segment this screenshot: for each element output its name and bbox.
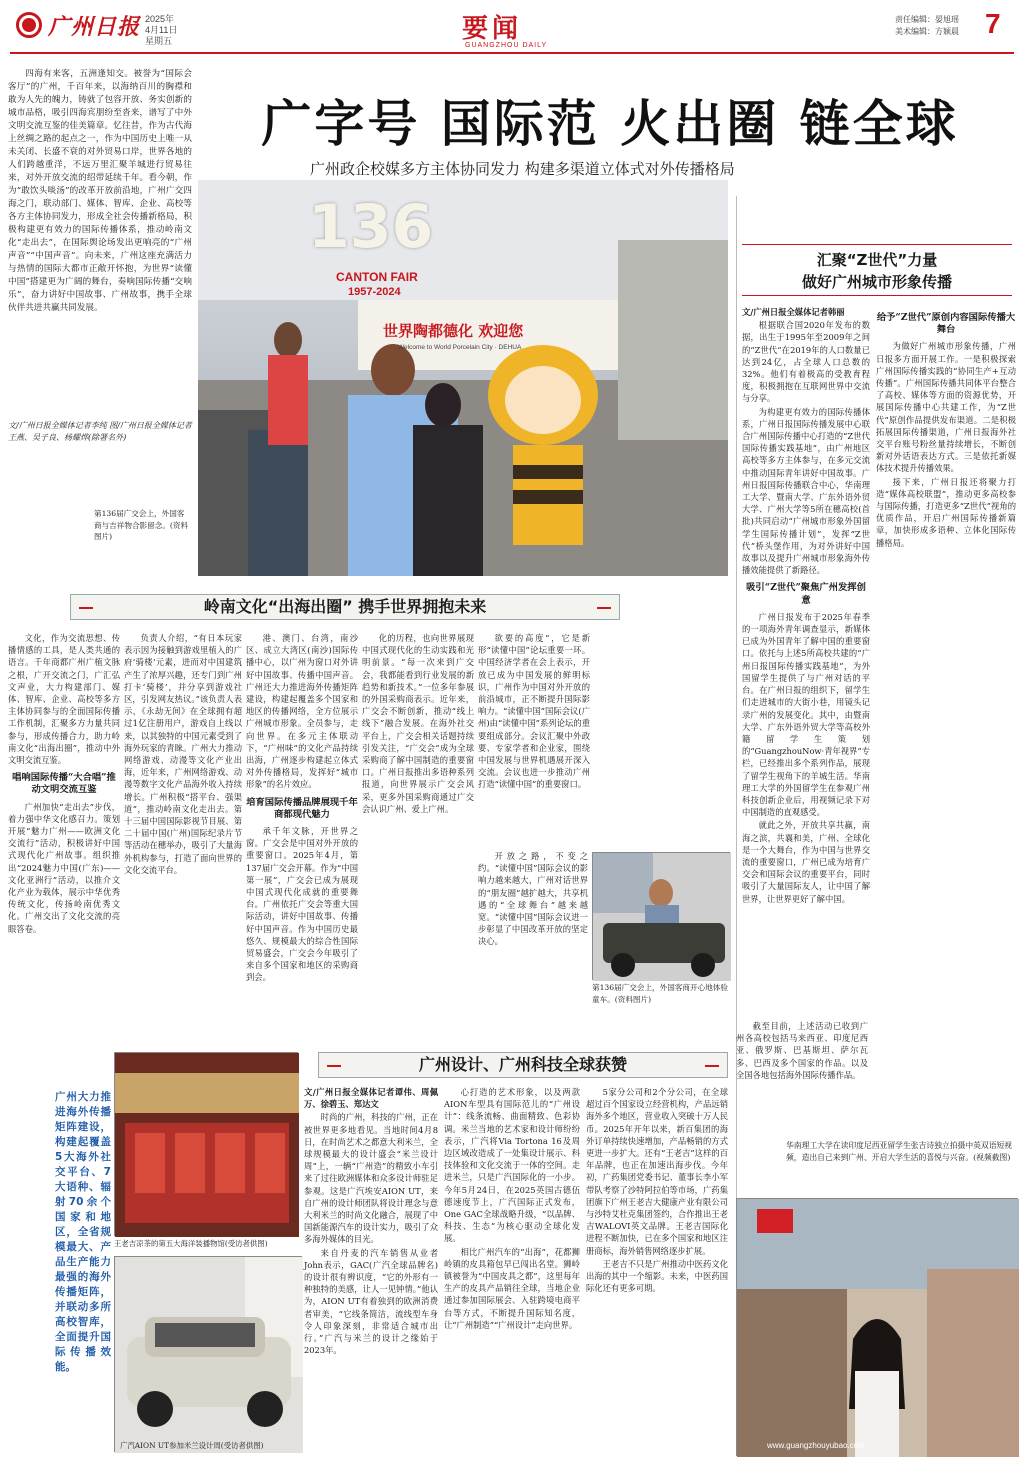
photo-banner-en: Welcome to World Porcelain City · DEHUA [398,344,522,351]
editors: 责任编辑：晏旭瑶 美术编辑：方颖晨 [895,15,959,36]
newspaper-logo [16,10,146,40]
fair-number: 136 [308,192,434,262]
design-column-2: 心打造的艺术形象，以及两款AION车型具有国际范儿的“广州设计”：线条流畅、曲面精致、色彩协调。米兰当地的艺术家和设计师纷纷表示，广汽将Via Tortona 16及周边区域改造成了一处集设计展示、科技体验和文化交流于一体的空间。走进米兰，只是广汽国际化的一小步。今年5月24日，在2025英国古德伍德速度节上，广汽国际正式发布，One GAC全球战略升级，“以品牌、科技、生态”为核心驱动全球化发展。 相比广州汽车的“出海”，花都狮岭镇的皮具箱包早已闯出名堂。狮岭镇被誉为“中国皮具之都”，这里每年生产的皮具产品销往全球，当地企业通过参加国际展会、入驻跨境电商平台等方式，不断提升国际知名度，让“广州制造”“广州设计”走向世界。 [444,1087,580,1330]
aion-car-caption: 广汽AION UT参加米兰设计周(受访者供图) [120,1441,264,1450]
issue-date: 2025年 4月11日 星期五 [145,14,178,46]
wanglaoji-caption: 王老吉凉茶的第五大海洋装播物馆(受访者供图) [114,1239,268,1248]
z-gen-column-2: 给予“Z世代”原创内容国际传播大舞台 为做好广州城市形象传播，广州日报多方面开展工作。一是积极探索广州国际传播实践的“协同生产+互动传播”。广州国际传播共同体平台整合了高校、媒体等方面的资源优势，开展国际传播中心共建工作，为“Z世代”原创作品提供发布渠道。二是积极拓展国际传播渠道，广州日报海外社交平台账号粉丝量持续增长，不断创新对外话语表达方式。三是依托新媒体技术提升传播效果。 接下来，广州日报还将聚力打造“媒体高校联盟”，推动更多高校参与国际传播，打造更多“Z世代”视角的优质作品，开启广州国际传播新篇章，加快形成多语种、立体化国际传播格局。 [876,312,1016,548]
z-gen-column-1: 文/广州日报全媒体记者韩丽 根据联合国2020年发布的数据，出生于1995年至2009年之间的“Z世代”在2019年的人口数量已达到24亿，占全球人口总数的32%。他们有着极高的受教育程度，积极拥抱在互联网世界中交流与分享。 为构建更有效力的国际传播体系，广州日报国际传播发展中心联合广州国际传播中心打造的“Z世代国际传播实践基地”，由广州地区高校等多方主体参与，在多元交流中推动国际青年讲好中国故事。广州日报国际传播联合中心，华南理工大学、暨南大学、广东外语外贸大学、广州大学等5所在穗高校(首批)共同启动“广州城市形象外国留学生国际传播计划”，发挥“Z世代”桥头堡作用，为对外讲好中国故事以及提升广州城市形象海外传播效能提供了新路径。 吸引“Z世代”聚焦广州发挥创意 广州日报发布于2025年春季的一项海外青年调查显示，新媒体已成为外国青年了解中国的重要窗口。依托与上述5所高校共建的“广州日报国际传播实践基地”，为外国留学生提供了与广州对话的平台。在广州日报的组织下，留学生们走进城市的大街小巷，用镜头记录广州的发展变化。其中，由暨南大学、广东外语外贸大学等高校外籍留学生策划的“GuangzhouNow·青年视界”专栏，已经推出多个系列作品，展现了留学生视角下的羊城生活。华南理工大学的外国留学生在参观广州科技创新企业后，用视频记录下对中国制造的直观感受。 就此之外，开放共享共赢，南海之滨，共襄和美，广州、全球化是一个大舞台，作为中国与世界交流的重要窗口，广州已成为培育广交会和国际会议的重要平台，同时吸引了大量国际友人，让中国了解世界，让世界更好了解中国。 [742,307,870,904]
wanglaoji-scene [115,1053,299,1237]
masthead [0,0,1024,60]
student-scene [737,1199,1019,1457]
student-caption: 华南理工大学在读印度尼西亚留学生张吉诗独立拍摄中英双语短视频，造出自己来到广州、开启大学生活的喜悦与兴奋。(视频截图) [786,1141,1013,1162]
toy-car-photo [592,852,730,980]
lingnan-heading: 岭南文化“出海出圈” 携手世界拥抱未来 [70,594,620,620]
z-gen-divider [736,196,737,1324]
masthead-rule [10,52,1014,54]
lingnan-column-4: 化的历程，也向世界展现中国式现代化的生动实践和光明前景。“每一次来到广交会，我都能看到行业发展的新趋势和新技术。”一位多年参展的外国采购商表示。近年来，广交会不断创新，推动“线上线下”融合发展。在海外社交平台上，广交会相关话题持续引发关注，“广交会”成为全球采购商了解中国制造的重要窗口。广州日报推出多语种系列报道，向世界展示广交会风采，更多外国采购商通过广交会认识广州、爱上广州。 [362,633,474,814]
lingnan-column-6: 开放之路，不变之约。“读懂中国”国际会议的影响力越来越大，广州对话世界的“朋友圈”越扩越大，共享机遇的“全球舞台”越来越宽。“读懂中国”国际会议进一步彰显了中国改革开放的坚定决心。 [478,851,588,947]
canton-fair-photo [198,180,728,576]
student-video-photo [736,1198,1018,1456]
design-column-1: 文/广州日报全媒体记者谭伟、周佩万、徐碧玉、郑达文 时尚的广州，科技的广州，正在被世界更多地看见。当地时间4月8日，在时尚艺术之都意大利米兰，全球规模最大的设计盛会“米兰设计周”上，一辆“广州造”的精致小车引来了过往欧洲媒体和众多设计师驻足参观。这是广汽埃安AION UT，来自广州的设计师团队将设计理念与意大利米兰的时尚文化融合，展现了中国新能源汽车的设计实力，吸引了众多海外媒体的目光。 来自丹麦的汽车销售从业者John表示，GAC(广汽全球品牌名)的设计很有辨识度，“它的外形有一种独特的美感，让人一见钟情。”他认为，AION UT有着独到的欧洲消费者审美，“它线条简洁，流线型车身令人印象深刻，非常适合城市出行。”广汽与米兰的设计之缘始于2023年。 [304,1087,438,1356]
section-title: 要闻 [462,14,523,44]
z-gen-heading: 汇聚“Z世代”力量 做好广州城市形象传播 [742,244,1012,296]
photo-scene [198,180,728,576]
side-note: 广州大力推进海外传播矩阵建设，构建起覆盖5大海外社交平台、7大语种、辐射70余个国家和地区，全省规模最大、产品生产能力最强的海外传播矩阵，并联动多所高校智库，全面提升国际传播效能。 [55,1091,111,1373]
page-number: 7 [985,8,1001,39]
z-gen-column-3: 截至目前，上述活动已收到广州各高校包括马来西亚、印度尼西亚、俄罗斯、巴基斯坦、萨尔瓦多、巴西及多个国家的作品。以及全国各地包括海外国际传播作品。 [736,1021,868,1080]
photo-banner: 世界陶都德化 欢迎您 [383,322,524,340]
fair-name: CANTON FAIR [336,270,418,284]
lingnan-column-3: 港、澳门、台湾，南沙区、成立大湾区(南沙)国际传播中心，以广州为窗口对外讲好中国故事、传播中国声音。广州还大力推进海外传播矩阵建设，构建起覆盖多个国家和地区的传播网络，全方位展示广州城市形象。全员参与，走向世界。在多元主体联动下，“广州味”的文化产品持续出海，广州逐步构建起立体式对外传播格局，发挥好“城市形象”的名片效应。 培育国际传播品牌展现千年商都现代魅力 承千年文脉，开世界之窗。广交会是中国对外开放的重要窗口。2025年4月，第137届广交会开幕。作为“中国第一展”，广交会已成为展现中国式现代化成就的重要舞台。广州依托广交会等重大国际活动，讲好中国故事、传播好中国声音。作为中国历史最悠久、规模最大的综合性国际贸易盛会，广交会今年吸引了来自多个国家和地区的采购商到会。 [246,633,358,983]
toy-car-caption: 第136届广交会上，外国客商开心地体验童车。(资料图片) [592,983,728,1004]
logo-text: 广州日报 [48,14,141,40]
aion-car-scene [115,1257,303,1453]
video-watermark: www.guangzhouyubao.com [767,1441,865,1450]
lingnan-column-1: 文化，作为交流思想、传播情感的工具，是人类共通的语言。千年商都广州广植文脉之根，广开交流之门，广汇弘文声业，大力构建部门、媒体、智库、企业、高校等多方主体协同参与的全面国际传播工作机制，汇聚多方力量共同参与，形成传播合力，助力岭南文化“出海出圈”，推动中外文明交流互鉴。 唱响国际传播“大合唱”推动文明交流互鉴 广州加快“走出去”步伐，着力强中华文化感召力。策划开展“魅力广州——欧洲文化交流行”活动，积极讲好中国式现代化广州故事。组织推出“2024魅力中国(广东)——文化亚洲行”活动，以推介文化产业为载体，展示中华优秀传统文化，传扬岭南优秀文化。广州交出了文化交流的亮眼答卷。 [8,633,120,934]
toy-car-scene [593,853,731,981]
headline-subtitle: 广州政企校媒多方主体协同发力 构建多渠道立体式对外传播格局 [310,160,735,178]
aion-car-photo [114,1256,302,1452]
lingnan-column-5: 欲要的高度”，它是新形“读懂中国”论坛重要一环。中国经济学者在会上表示，开放已成为中国发展的鲜明标识，广州作为中国对外开放的前沿城市，正不断提升国际影响力。“读懂中国”国际会议(广州)由“读懂中国”系列论坛的重要组成部分。会议汇聚中外政要、专家学者和企业家，围绕中国发展与世界机遇展开深入交流。会议也进一步推动广州打造“读懂中国”的重要窗口。 [478,633,590,790]
fair-years: 1957-2024 [348,286,401,298]
wanglaoji-photo [114,1052,298,1236]
lingnan-column-2: 负责人介绍，“有日本玩家表示因为接触到游戏里植入的广府‘骑楼’元素，进而对中国建筑产生了浓厚兴趣，还专门到广州打卡‘骑楼’，并分享到游戏社区，引发网友热议。”该负责人表示，《永劫无间》在全球拥有超过1亿注册用户，游戏自上线以来，以其独特的中国元素受到了海外玩家的青睐。广州大力推动网络游戏、动漫等文化产业出海，近年来，广州网络游戏、动漫等数字文化产品海外收入持续增长。广州积极“搭平台、强渠道”，推动岭南文化走出去。第十三届中国国际影视节目展、第二十届中国(广州)国际纪录片节等活动在穗举办，吸引了大量海外机构参与，打造了面向世界的文化交流平台。 [124,633,242,875]
section-subtitle: GUANGZHOU DAILY [465,42,548,49]
intro-byline: 文/广州日报全媒体记者李纯 图/广州日报全媒体记者王燕、吴子良、杨耀烨(除署名外) [8,421,192,442]
design-heading: 广州设计、广州科技全球获赞 [318,1052,728,1078]
intro-text: 四海有来客，五洲逢知交。被誉为“国际会客厅”的广州，千百年来，以海纳百川的胸襟和敢为人先的魄力，铸就了包容开放、务实创新的城市品格，吸引四海宾朋纷至沓来，谱写了中外文明交流互鉴的佳美篇章。忆往昔，作为古代海上丝绸之路的起点之一，作为中国历史上唯一从未关闭、长盛不衰的对外贸易口岸，世界各地的人们跨越重洋，不远万里汇聚羊城进行贸易往来，对外开放交流的绍带延续千年。看今朝，作为“敢饮头啖汤”的改革开放前沿地，广州广交四海之门，联动部门、媒体、智库、企业、高校等各方主体协同发力，形成全社会传播新格局，积极构建更有效力的国际传播体系，推动岭南文化“走出去”，在国际舆论场发出更响亮的“广州声音”“中国声音”。向未来，广州这座充满活力与热情的国际大都市正敞开怀抱，为世界“读懂中国”搭建更为广阔的舞台，奏响国际传播“交响乐”，奋力讲好中国故事、广州故事，携手全球伙伴共进共赢共同发展。 [8,69,192,313]
main-headline: 广字号 国际范 火出圈 链全球 [261,95,959,153]
canton-fair-caption: 第136届广交会上，外国客商与吉祥物合影留念。(资料图片) [94,509,189,541]
design-column-3: 5家分公司和2个分公司，在全球超过百个国家设立经营机构，产品远销海外多个地区，营业收入突破十万人民币。2025年开年以来，新百集团的海外订单持续快速增加，产品畅销的方式更进一步扩大。还有“王老吉”这样的百年品牌，也正在加速出海步伐。今年初，广药集团党委书记、董事长李小军带队考察了沙特阿拉伯等市场，广药集团旗下广州王老吉大健康产业有限公司与沙特艾杜克集团签约，合作推出王老吉WALOVI英文品牌。王老吉国际化进程不断加快，已在多个国家和地区注册商标，海外销售网络逐步扩展。 王老吉不只是广州推动中医药文化出海的其中一个缩影。未来，中医药国际化还有更多可期。 [586,1087,728,1294]
